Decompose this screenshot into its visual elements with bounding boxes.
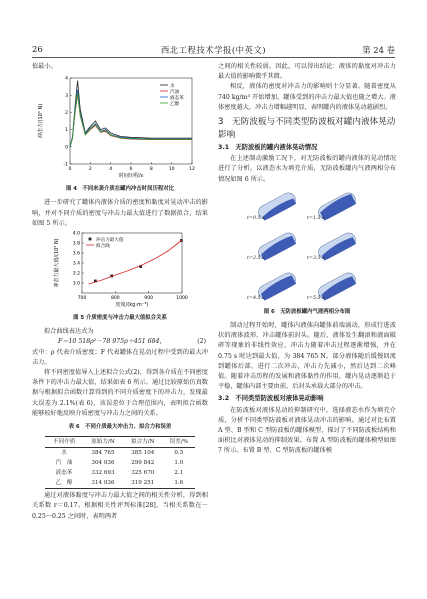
- x-tick-label: 1000: [176, 296, 188, 302]
- legend-label: 乙醇: [170, 102, 180, 108]
- table-header-cell: 原始力/N: [83, 437, 123, 448]
- figure-4-caption: 图 4 不同来袭介质在罐内冲击时间历程对比: [65, 186, 175, 193]
- table-header-cell: 拟合力/N: [123, 437, 163, 448]
- table-cell: 385 104: [131, 450, 155, 457]
- equation-number: (2): [197, 338, 206, 346]
- table-cell: 1.0: [174, 460, 184, 467]
- legend-label: 冲击力最大值: [96, 237, 124, 243]
- x-tick-label: 0: [68, 167, 72, 173]
- table-cell: 水: [61, 450, 67, 457]
- left-column: [32, 62, 208, 522]
- y-tick-label: 3.4: [72, 261, 80, 267]
- table-cell: 304 036: [91, 460, 115, 467]
- y-tick-label: -1: [63, 162, 68, 168]
- sim-time-label: t=3.5 s: [307, 255, 325, 261]
- y-tick-label: 2: [65, 111, 68, 117]
- table-row: [45, 468, 195, 478]
- y-tick-label: 3.0: [72, 281, 80, 287]
- y-tick-label: 3.8: [72, 241, 80, 247]
- paragraph: 相反，液体的密度对冲击力的影响则十分显著。随着密度从 740 kg/m³ 开始增加，罐体受到的冲击力最大值也随之增大。液体密度越大，冲击力增幅越明显，表明罐内的液体晃动越剧烈。: [218, 83, 396, 111]
- sim-frame: [247, 267, 301, 305]
- table-cell: 乙 醇: [45, 478, 83, 489]
- page-number: 26: [32, 44, 43, 54]
- paragraph: 进一步研究了罐体内液体介质的密度和黏度对晃动冲击的影响，并对不同介质的密度与冲击力最大值进行了数据拟合，结果如图 5 所示。: [32, 199, 208, 227]
- sim-frame: [307, 227, 361, 265]
- volume-label: 第 24 卷: [362, 45, 395, 55]
- table-cell: 0.5: [174, 450, 184, 457]
- y-tick-label: 3: [65, 94, 68, 100]
- equation-body: F＝10 518ρ²－78 975ρ＋451 684，: [58, 338, 166, 346]
- subsection-heading-3-2: 3.2 不同类型防波板对液体晃动影响: [218, 395, 324, 403]
- y-tick-label: 1: [65, 128, 68, 134]
- x-axis-label: 时间历程/s: [118, 173, 144, 180]
- y-tick-label: 4.0: [72, 231, 80, 237]
- table-row: [45, 478, 195, 489]
- legend-label: 拟合线: [96, 243, 110, 249]
- y-axis-label: 冲击力最大值/(10⁵ N): [54, 238, 60, 288]
- table-cell: 314 036: [83, 478, 123, 489]
- x-tick-label: 4: [109, 167, 113, 173]
- table-cell: 325 670: [131, 470, 155, 477]
- y-tick-label: 4: [65, 76, 68, 82]
- x-tick-label: 900: [144, 296, 154, 302]
- figure-6-grid: [218, 187, 396, 305]
- y-tick-label: 3.2: [72, 271, 80, 277]
- table-header-cell: 误差/%: [163, 437, 195, 448]
- table-6: [45, 436, 195, 489]
- subsection-heading-3-1: 3.1 无防波板的罐内液体晃动情况: [218, 144, 318, 152]
- sim-time-label: t=2.5 s: [247, 255, 265, 261]
- x-tick-label: 800: [110, 296, 120, 302]
- sim-time-label: t=1.5 s: [307, 215, 325, 221]
- x-tick-label: 700: [77, 296, 87, 302]
- paragraph: 式中：ρ 代表介质密度；F 代表罐体在晃动过程中受到的最大冲击力。: [32, 348, 208, 366]
- x-tick-label: 2: [88, 167, 92, 173]
- page-header: [32, 44, 395, 56]
- paragraph: 在防波板对液体晃动的抑制研究中，选择液态水作为填充介质，分析不同类型防波板对液体晃动冲击的影响。通过对比布置 A 型、B 型和 C 型防波板的罐体模型，探讨了不同防波板结构和面积比对液体晃动的抑制效果。布置 A 型防波板的罐体模型如图 7 所示。布置 B 型、C 型防波板的罐体模: [218, 406, 396, 455]
- y-tick-label: 0: [65, 145, 68, 151]
- table-cell: 332 693: [91, 470, 115, 477]
- x-tick-label: 8: [149, 167, 153, 173]
- header-rule: [32, 57, 395, 58]
- right-column: [218, 62, 396, 457]
- figure-5-caption: 图 5 介质密度与冲击力最大值拟合关系: [73, 315, 167, 322]
- sim-frame: [247, 227, 301, 265]
- table-header-row: [45, 437, 195, 448]
- table-cell: 2.1: [174, 470, 184, 477]
- table-cell: 299 842: [131, 460, 155, 467]
- table-header-cell: 不同介质: [45, 437, 83, 448]
- x-tick-label: 6: [129, 167, 133, 173]
- x-tick-label: 10: [168, 167, 175, 173]
- paragraph: 拟合曲线表达式为: [44, 328, 94, 336]
- legend-label: 汽油: [170, 90, 180, 96]
- paragraph: 制动过程开始时，罐体内液体向罐体前端涌动，形成行进波状的液体波形，冲击罐体前封头。随后，液体发生翻滚和液面破碎等现象的非线性效应，冲击力随着冲击过程逐渐增强，并在 0.75 s 时达到最大值，为 384 765 N。部分液体随后缓慢回流到罐体后部，进行二次冲击，冲击力先减小，然后达到二次峰值。随着冲击历程的发展和液体黏性的作用，罐内晃动逐渐趋于平稳，罐体内部主要由前、后封头承载大部分的冲击。: [218, 322, 396, 391]
- section-heading-3: 3 无防波板与不同类型防波板对罐内液体晃动影响: [218, 117, 396, 140]
- table-cell: 1.6: [163, 478, 195, 489]
- x-tick-label: 12: [189, 167, 195, 173]
- table-6-caption: 表 6 不同介质最大冲击力、拟合力和误差: [68, 424, 172, 431]
- legend-label: 液态苯: [170, 96, 184, 102]
- sim-time-label: t=4.5 s: [247, 295, 265, 301]
- figure-5: [32, 229, 208, 311]
- equation-2: [32, 337, 208, 347]
- paragraph: 值最小。: [32, 63, 57, 70]
- sim-time-label: t=5.5 s: [307, 295, 325, 301]
- sim-frame: [307, 187, 361, 225]
- table-cell: 液态苯: [55, 470, 73, 477]
- table-cell: 319 251: [123, 478, 163, 489]
- legend-swatch: [89, 238, 92, 241]
- fig4-chart: [32, 72, 208, 182]
- paragraph: 在上述制动激励工况下，对无防波板的罐内液体的晃动情况进行了分析。以液态水为填充介质，无防波板罐内气液两相分布情况如图 6 所示。: [218, 155, 396, 183]
- table-cell: 384 765: [91, 450, 115, 457]
- paragraph: 通过对液体黏度与冲击力最大值之间的相关性分析，得到相关系数 r＝0.17。根据相关性评判标准[28]，当相关系数在－0.25～0.25 之间时，表明两者: [32, 492, 208, 520]
- sim-time-label: t=0.5 s: [247, 215, 265, 221]
- table-row: [45, 448, 195, 459]
- table-row: [45, 458, 195, 468]
- table-cell: 汽 油: [55, 460, 73, 467]
- sim-frame: [307, 267, 361, 305]
- x-axis-label: 密度/(kg·m⁻³): [115, 302, 149, 309]
- journal-title: 西北工程技术学报(中英文): [160, 45, 267, 55]
- legend-label: 水: [170, 84, 175, 90]
- y-axis-label: 冲击力/(10⁵ N): [38, 104, 44, 139]
- figure-4: [32, 72, 208, 182]
- paragraph: 之间的相关性较弱。因此，可以得出结论：液体的黏度对冲击力最大值的影响微乎其微。: [218, 63, 396, 81]
- y-tick-label: 3.6: [72, 251, 80, 257]
- paragraph: 将不同密度值导入上述拟合公式(2)，得到各介质在不同密度条件下的冲击力最大值，结果如表 6 所示。通过比较原始仿真数据与根据拟合函数计算得到的不同介质密度下的冲击力，发现最大误差为 2.1%(表 6)，该误差位于合理范围内，表明拟合函数能够较好地反映介质密度与冲击力之间的关系。: [32, 369, 208, 417]
- sim-frame: [247, 187, 301, 225]
- figure-6-caption: 图 6 无防波板罐内气液两相分布图: [263, 308, 351, 315]
- fig5-chart: [32, 229, 208, 311]
